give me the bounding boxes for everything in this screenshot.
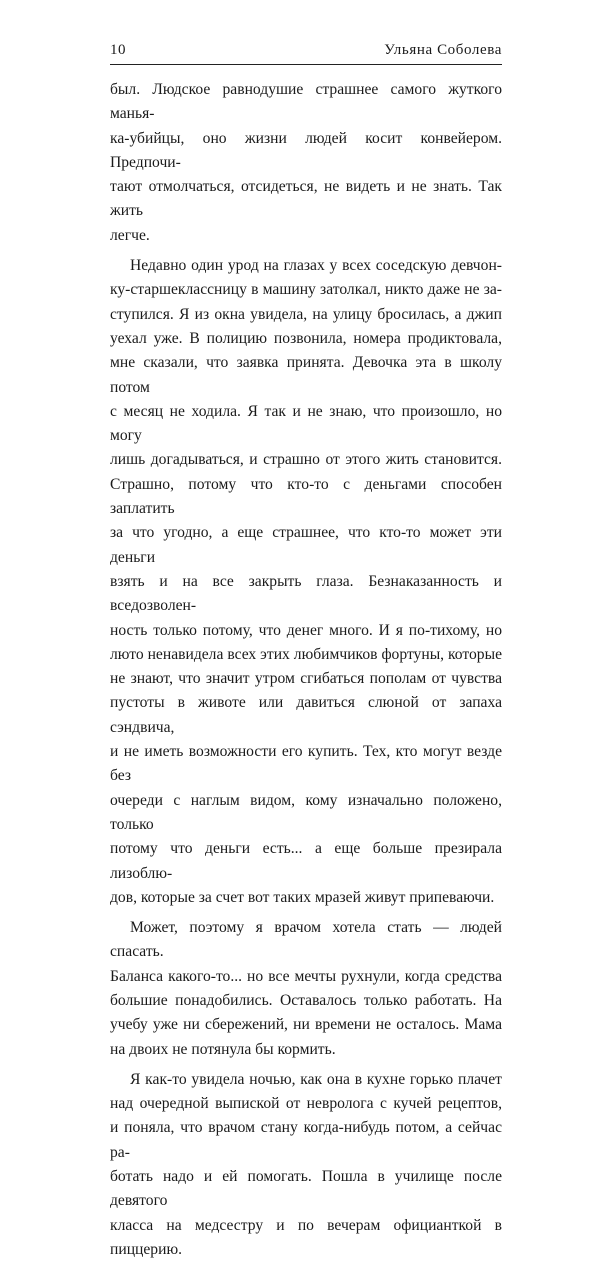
text-line: мне сказали, что заявка принята. Девочка эта в школу потом (110, 354, 502, 396)
text-line: и не иметь возможности его купить. Тех, кто могут везде без (110, 743, 502, 785)
text-line: Недавно один урод на глазах у всех соседскую девчон- (130, 257, 502, 275)
text-line: Баланса какого-то... но все мечты рухнули, когда средства (110, 967, 502, 985)
text-line: ку-старшеклассницу в машину затолкал, никто даже не за- (110, 281, 502, 299)
text-line: Может, поэтому я врачом хотела стать — людей спасать. (110, 919, 502, 961)
text-line: за что угодно, а еще страшнее, что кто-то может эти деньги (110, 524, 502, 566)
text-line: дов, которые за счет вот таких мразей живут припеваючи. (110, 888, 495, 906)
text-line: был. Людское равнодушие страшнее самого жуткого манья- (110, 81, 502, 123)
text-line: ступился. Я из окна увидела, на улицу бросилась, а джип (110, 305, 502, 323)
text-line: учебу уже ни сбережений, ни времени не осталось. Мама (110, 1016, 502, 1034)
text-line: и поняла, что врачом стану когда-нибудь потом, а сейчас ра- (110, 1119, 502, 1161)
text-line: на двоих не потянула бы кормить. (110, 1040, 336, 1058)
text-line: над очередной выпиской от невролога с кучей рецептов, (110, 1095, 502, 1113)
text-line: лишь догадываться, и страшно от этого жить становится. (110, 451, 502, 469)
text-line: уехал уже. В полицию позвонила, номера продиктовала, (110, 329, 502, 347)
text-line: потому что деньги есть... а еще больше презирала лизоблю- (110, 840, 502, 882)
text-line: ность только потому, что денег много. И я по-тихому, но (110, 621, 502, 639)
text-line: люто ненавидела всех этих любимчиков фортуны, которые (110, 645, 502, 663)
text-line: ботать надо и ей помогать. Пошла в училище после девятого (110, 1168, 502, 1210)
text-line: большие понадобились. Оставалось только работать. На (110, 991, 502, 1009)
running-head (110, 40, 502, 65)
text-line: очереди с наглым видом, кому изначально положено, только (110, 791, 502, 833)
book-page (110, 0, 502, 1258)
text-line: Я как-то увидела ночью, как она в кухне горько плачет (130, 1070, 502, 1088)
body-text (110, 78, 502, 1262)
text-line: не знают, что значит утром сгибаться пополам от чувства (110, 670, 502, 688)
text-line: с месяц не ходила. Я так и не знаю, что произошло, но могу (110, 402, 502, 445)
text-line: взять и на все закрыть глаза. Безнаказанность и вседозволен- (110, 572, 502, 615)
text-line: пустоты в животе или давиться слюной от запаха сэндвича, (110, 694, 502, 736)
author-name: Ульяна Соболева (384, 42, 502, 58)
text-line: легче. (110, 226, 150, 244)
text-line: ка-убийцы, оно жизни людей косит конвейером. Предпочи- (110, 129, 502, 171)
text-line: тают отмолчаться, отсидеться, не видеть и не знать. Так жить (110, 178, 502, 220)
page-number: 10 (110, 42, 126, 58)
text-line: класса на медсестру и по вечерам официанткой в пиццерию. (110, 1216, 502, 1258)
text-line: Страшно, потому что кто-то с деньгами способен заплатить (110, 475, 502, 518)
